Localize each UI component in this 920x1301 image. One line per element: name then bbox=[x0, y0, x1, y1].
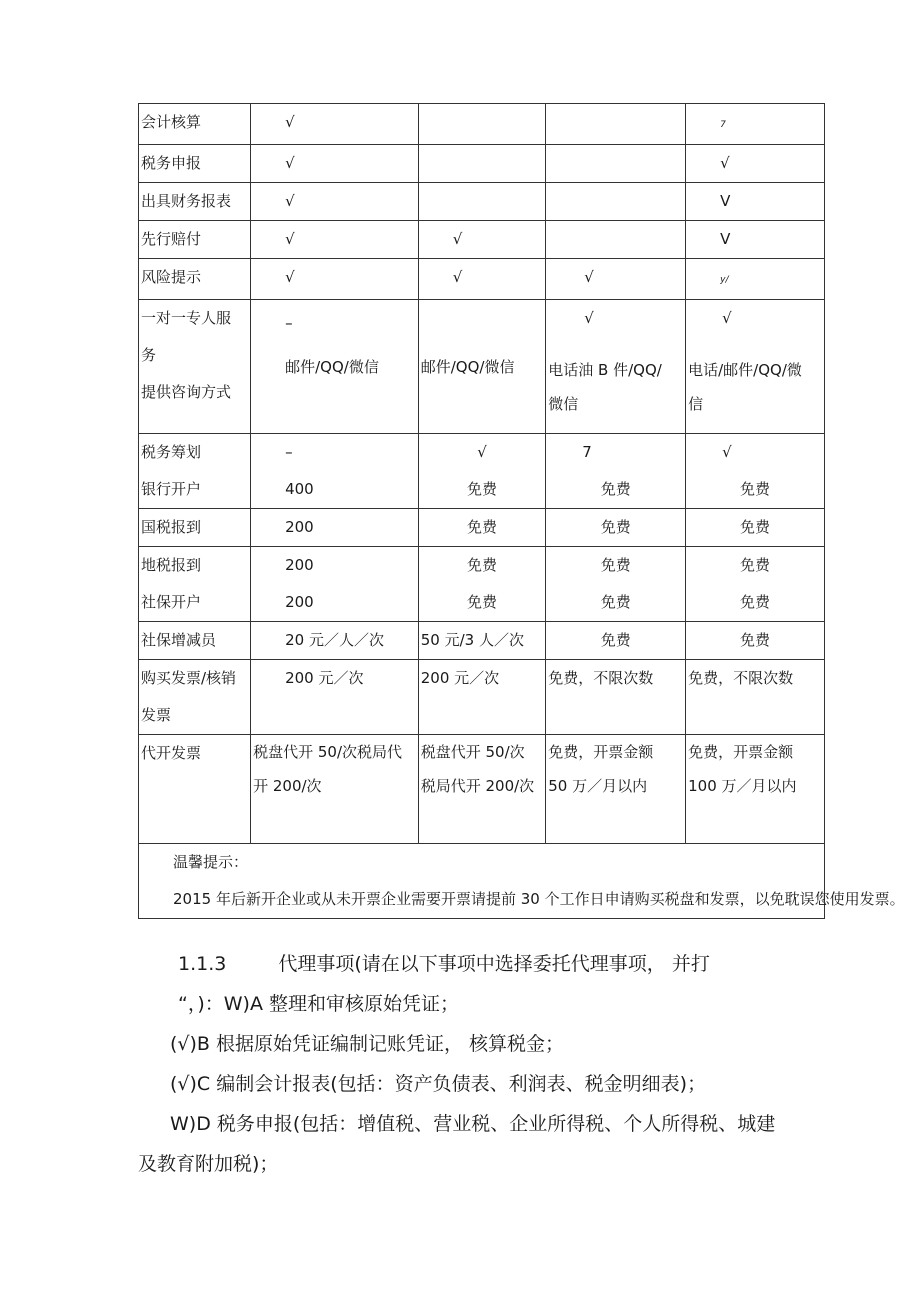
cell-plan-3 bbox=[546, 434, 686, 509]
row-item: 税务申报 bbox=[139, 145, 251, 183]
cell-plan-2: 免费 bbox=[418, 509, 546, 547]
cell-plan-2 bbox=[418, 300, 546, 434]
cell-plan-2 bbox=[418, 183, 546, 221]
row-item bbox=[139, 434, 251, 509]
price: 免费 bbox=[740, 593, 771, 611]
list-item: W)D 税务申报(包括：增值税、营业税、企业所得税、个人所得税、城建 bbox=[170, 1113, 776, 1135]
cell-plan-1: √ bbox=[251, 259, 419, 300]
cell-plan-3 bbox=[546, 547, 686, 622]
price: 400 bbox=[285, 480, 314, 498]
section-content bbox=[138, 944, 828, 1184]
cell-plan-4 bbox=[686, 735, 825, 844]
contact-methods: 信 bbox=[688, 395, 704, 413]
notes-row bbox=[139, 844, 825, 919]
check-mark-small: y/ bbox=[720, 275, 729, 285]
cell-plan-2: 50 元/3 人／次 bbox=[418, 622, 546, 660]
list-item-continuation: 及教育附加税)； bbox=[138, 1153, 279, 1175]
row-item: 出具财务报表 bbox=[139, 183, 251, 221]
invoice-terms: 税盘代开 50/次 bbox=[420, 743, 525, 761]
cell-plan-1: √ bbox=[251, 104, 419, 145]
cell-plan-2: 200 元／次 bbox=[418, 660, 546, 735]
cell-plan-3: 免费，不限次数 bbox=[546, 660, 686, 735]
dash-mark: – bbox=[285, 443, 293, 461]
contact-methods: 邮件/QQ/微信 bbox=[420, 358, 515, 376]
section-heading bbox=[138, 944, 828, 984]
cell-plan-1: √ bbox=[251, 183, 419, 221]
price: 200 bbox=[285, 593, 314, 611]
contact-methods: 电话/邮件/QQ/微 bbox=[688, 361, 802, 379]
cell-plan-4: 免费，不限次数 bbox=[686, 660, 825, 735]
cell-plan-4: 免费 bbox=[686, 509, 825, 547]
invoice-terms: 免费，开票金额 bbox=[548, 743, 654, 761]
price: 免费 bbox=[466, 480, 497, 498]
cell-plan-3 bbox=[546, 300, 686, 434]
check-mark: √ bbox=[477, 443, 487, 461]
cell-plan-4: √ bbox=[686, 145, 825, 183]
invoice-terms: 税盘代开 50/次税局代 bbox=[253, 743, 403, 761]
cell-plan-3: √ bbox=[546, 259, 686, 300]
table-row bbox=[139, 104, 825, 145]
cell-plan-4: V bbox=[686, 183, 825, 221]
section-number: 1.1.3 bbox=[178, 953, 227, 975]
cell-plan-4: 免费 bbox=[686, 622, 825, 660]
cell-plan-3: 免费 bbox=[546, 509, 686, 547]
cell-plan-4 bbox=[686, 300, 825, 434]
row-item-line: 地税报到 bbox=[141, 556, 202, 574]
cell-plan-1: √ bbox=[251, 145, 419, 183]
row-item-line: 税务筹划 bbox=[141, 443, 202, 461]
service-table bbox=[138, 103, 905, 919]
cell-plan-2 bbox=[418, 547, 546, 622]
check-mark-small: 7 bbox=[720, 120, 726, 130]
price: 免费 bbox=[740, 480, 771, 498]
row-item-line: 一对一专人服 bbox=[141, 309, 232, 327]
section-heading-text: 代理事项(请在以下事项中选择委托代理事项， 并打 bbox=[278, 953, 710, 975]
row-item: 风险提示 bbox=[139, 259, 251, 300]
price: 免费 bbox=[740, 556, 771, 574]
cell-plan-4 bbox=[686, 547, 825, 622]
row-item: 代开发票 bbox=[139, 735, 251, 844]
table-row bbox=[139, 434, 825, 509]
cell-plan-3 bbox=[546, 183, 686, 221]
row-item: 社保增减员 bbox=[139, 622, 251, 660]
invoice-terms: 开 200/次 bbox=[253, 777, 322, 795]
contact-methods: 电话油 B 件/QQ/ bbox=[548, 361, 662, 379]
notes-title: 温馨提示： bbox=[173, 853, 249, 871]
row-item bbox=[139, 300, 251, 434]
table-row bbox=[139, 300, 825, 434]
cell-plan-4 bbox=[686, 434, 825, 509]
cell-plan-1: 200 bbox=[251, 509, 419, 547]
price: 免费 bbox=[466, 593, 497, 611]
table-row bbox=[139, 660, 825, 735]
list-item: “，)：W)A 整理和审核原始凭证； bbox=[178, 993, 459, 1015]
cell-plan-1 bbox=[251, 434, 419, 509]
table-row bbox=[139, 509, 825, 547]
cell-plan-3: 免费 bbox=[546, 622, 686, 660]
invoice-terms: 100 万／月以内 bbox=[688, 777, 797, 795]
row-item-line: 社保开户 bbox=[141, 593, 202, 611]
list-item: (√)C 编制会计报表(包括：资产负债表、利润表、税金明细表)； bbox=[170, 1073, 707, 1095]
cell-plan-4: V bbox=[686, 221, 825, 259]
row-item-line: 务 bbox=[141, 346, 157, 364]
invoice-terms: 免费，开票金额 bbox=[688, 743, 794, 761]
cell-plan-1 bbox=[251, 735, 419, 844]
row-item-line: 购买发票/核销 bbox=[141, 669, 237, 687]
price: 免费 bbox=[466, 556, 497, 574]
notes-cell bbox=[139, 844, 905, 919]
table-row bbox=[139, 547, 825, 622]
row-item: 国税报到 bbox=[139, 509, 251, 547]
cell-plan-2: √ bbox=[418, 259, 546, 300]
invoice-terms: 税局代开 200/次 bbox=[420, 777, 535, 795]
dash-mark: – bbox=[285, 314, 293, 332]
cell-plan-3 bbox=[546, 221, 686, 259]
row-item-line: 发票 bbox=[141, 706, 172, 724]
cell-plan-3 bbox=[546, 145, 686, 183]
table-row bbox=[139, 221, 825, 259]
cell-plan-4 bbox=[686, 104, 825, 145]
cell-plan-3 bbox=[546, 104, 686, 145]
cell-plan-2: √ bbox=[418, 221, 546, 259]
table-row bbox=[139, 735, 825, 844]
contact-methods: 微信 bbox=[548, 395, 579, 413]
price: 免费 bbox=[600, 593, 631, 611]
check-mark: √ bbox=[722, 309, 732, 327]
check-mark: 7 bbox=[582, 443, 592, 461]
price: 200 bbox=[285, 556, 314, 574]
cell-plan-2 bbox=[418, 735, 546, 844]
cell-plan-1: 20 元／人／次 bbox=[251, 622, 419, 660]
row-item-line: 提供咨询方式 bbox=[141, 383, 232, 401]
row-item bbox=[139, 660, 251, 735]
contact-methods: 邮件/QQ/微信 bbox=[285, 358, 379, 376]
row-item-line: 银行开户 bbox=[141, 480, 202, 498]
cell-plan-4 bbox=[686, 259, 825, 300]
cell-plan-1 bbox=[251, 547, 419, 622]
cell-plan-3 bbox=[546, 735, 686, 844]
cell-plan-1: 200 元／次 bbox=[251, 660, 419, 735]
cell-plan-2 bbox=[418, 104, 546, 145]
list-item: (√)B 根据原始凭证编制记账凭证， 核算税金； bbox=[170, 1033, 565, 1055]
row-item: 先行赔付 bbox=[139, 221, 251, 259]
cell-plan-1 bbox=[251, 300, 419, 434]
table-row bbox=[139, 622, 825, 660]
invoice-terms: 50 万／月以内 bbox=[548, 777, 648, 795]
check-mark: √ bbox=[722, 443, 732, 461]
row-item: 会计核算 bbox=[139, 104, 251, 145]
cell-plan-2 bbox=[418, 434, 546, 509]
check-mark: √ bbox=[584, 309, 594, 327]
cell-plan-2 bbox=[418, 145, 546, 183]
cell-plan-1: √ bbox=[251, 221, 419, 259]
notes-body: 2015 年后新开企业或从未开票企业需要开票请提前 30 个工作日申请购买税盘和发票，以免耽误您使用发票。 bbox=[173, 890, 905, 908]
price: 免费 bbox=[600, 556, 631, 574]
table-row bbox=[139, 259, 825, 300]
price: 免费 bbox=[600, 480, 631, 498]
table-row bbox=[139, 145, 825, 183]
row-item bbox=[139, 547, 251, 622]
table-row bbox=[139, 183, 825, 221]
